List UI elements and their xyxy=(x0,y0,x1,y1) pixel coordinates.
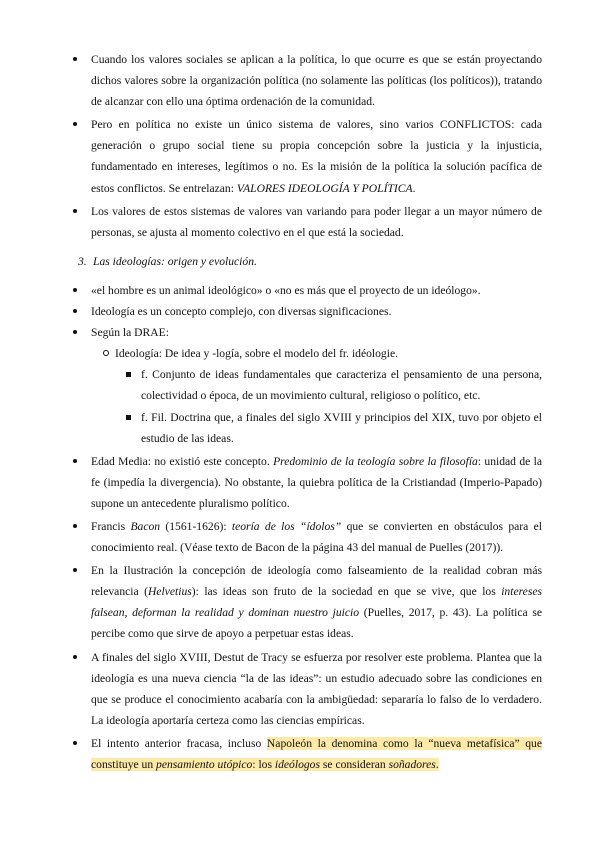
highlighted-text: . xyxy=(435,758,439,771)
bullet-text: En la Ilustración la concepción de ideología como falseamiento de la realidad cobran más relevancia ( xyxy=(91,564,542,599)
bullet-text: : unidad de la fe (impedía la divergencia). No obstante, la quiebra política de la Cristiandad (Imperio-Papado) supone un antecedente pluralismo político. xyxy=(91,454,542,510)
highlighted-text: : los xyxy=(252,758,275,771)
bullet-valores-sociales xyxy=(91,49,542,112)
bullet-text: Francis xyxy=(91,519,131,533)
bullet-text: f. Fil. Doctrina que, a finales del siglo XVIII y principios del XIX, tuvo por objeto el estudio de las ideas. xyxy=(141,410,542,445)
bullet-destut-de-tracy xyxy=(91,647,542,731)
bullet-text: El intento anterior fracasa, incluso xyxy=(91,736,267,750)
italic-phrase: Helvetius xyxy=(147,585,192,599)
highlighted-text: Napoleón la denomina como la “nueva metafísica” que constituye un xyxy=(91,736,542,771)
bullet-text: Pero en política no existe un único sistema de valores, sino varios CONFLICTOS: cada generación o grupo social tiene su propia concepción sobre la justicia y la injusticia, fundamentado en intereses, legítimos o no. Es la misión de la política la solución pacífica de estos conflictos. Se entrelazan: xyxy=(91,118,542,195)
bullet-text: f. Conjunto de ideas fundamentales que caracteriza el pensamiento de una persona, colectividad o época, de un movimiento cultural, religioso o político, etc. xyxy=(141,368,542,403)
highlighted-italic-text: soñadores xyxy=(388,758,436,771)
bullet-bacon xyxy=(91,516,542,558)
bullet-animal-ideologico xyxy=(91,280,542,301)
italic-phrase: Predominio de la teología sobre la filosofía xyxy=(273,454,478,468)
bullet-text: ): las ideas son fruto de la sociedad en que se vive, que los xyxy=(191,585,502,599)
bullet-drae xyxy=(91,322,542,343)
bullet-text: A finales del siglo XVIII, Destut de Tracy se esfuerza por resolver este problema. Plantea que la ideología es una nueva ciencia “la de las ideas”: un estudio adecuado sobre las condiciones en que se produce el conocimiento acabaría con la ambigüedad: separaría lo falso de lo verdadero. La ideología aportaría certeza como las ciencias empíricas. xyxy=(91,650,542,727)
bullet-napoleon xyxy=(91,733,542,775)
bullet-text: Edad Media: no existió este concepto. xyxy=(91,454,274,468)
bullet-ilustracion xyxy=(91,560,542,644)
italic-phrase: Bacon xyxy=(130,519,161,533)
highlighted-text: se consideran xyxy=(319,758,389,771)
sub-sub-bullet-definicion-2 xyxy=(141,407,542,449)
section-number: 3. xyxy=(78,254,87,268)
bullet-text: (1561-1626): xyxy=(160,519,232,533)
sub-bullet-ideologia xyxy=(115,343,542,364)
sub-sub-bullet-definicion-1 xyxy=(141,364,542,406)
bullet-text: Ideología es un concepto complejo, con diversas significaciones. xyxy=(91,305,392,319)
bullet-sistemas-valores xyxy=(91,201,542,243)
highlighted-italic-text: ideólogos xyxy=(274,758,320,771)
bullet-text: que se convierten en obstáculos para el conocimiento real. (Véase texto de Bacon de la página 43 del manual de Puelles (2017)). xyxy=(91,519,542,555)
bullet-text: Los valores de estos sistemas de valores van variando para poder llegar a un mayor número de personas, se ajusta al momento colectivo en el que está la sociedad. xyxy=(91,204,542,239)
section-heading xyxy=(78,251,542,272)
bullet-edad-media xyxy=(91,451,542,514)
italic-phrase: teoría de los “ídolos” xyxy=(231,519,342,533)
italic-phrase: VALORES IDEOLOGÍA Y POLÍTICA xyxy=(236,181,413,195)
bullet-text: Ideología: De idea y -logía, sobre el modelo del fr. idéologie. xyxy=(115,347,398,361)
bullet-conflictos xyxy=(91,114,542,198)
italic-phrase: intereses falsean, deforman la realidad y dominan nuestro juicio xyxy=(91,585,542,620)
bullet-text: (Puelles, 2017, p. 43). La política se percibe como que sirve de apoyo a perpetuar estas ideas. xyxy=(91,606,542,641)
highlighted-italic-text: pensamiento utópico xyxy=(156,758,253,771)
document-body xyxy=(0,49,600,775)
bullet-concepto-complejo xyxy=(91,301,542,322)
bullet-text: Cuando los valores sociales se aplican a la política, lo que ocurre es que se están proyectando dichos valores sobre la organización política (no solamente las políticas (los políticos)), tratando de alcanzar con ello una óptima ordenación de la comunidad. xyxy=(91,53,542,109)
section-title: Las ideologías: origen y evolución. xyxy=(93,254,257,268)
bullet-text: . xyxy=(412,181,416,195)
bullet-text: Según la DRAE: xyxy=(91,326,169,340)
bullet-text: «el hombre es un animal ideológico» o «no es más que el proyecto de un ideólogo». xyxy=(91,283,481,297)
